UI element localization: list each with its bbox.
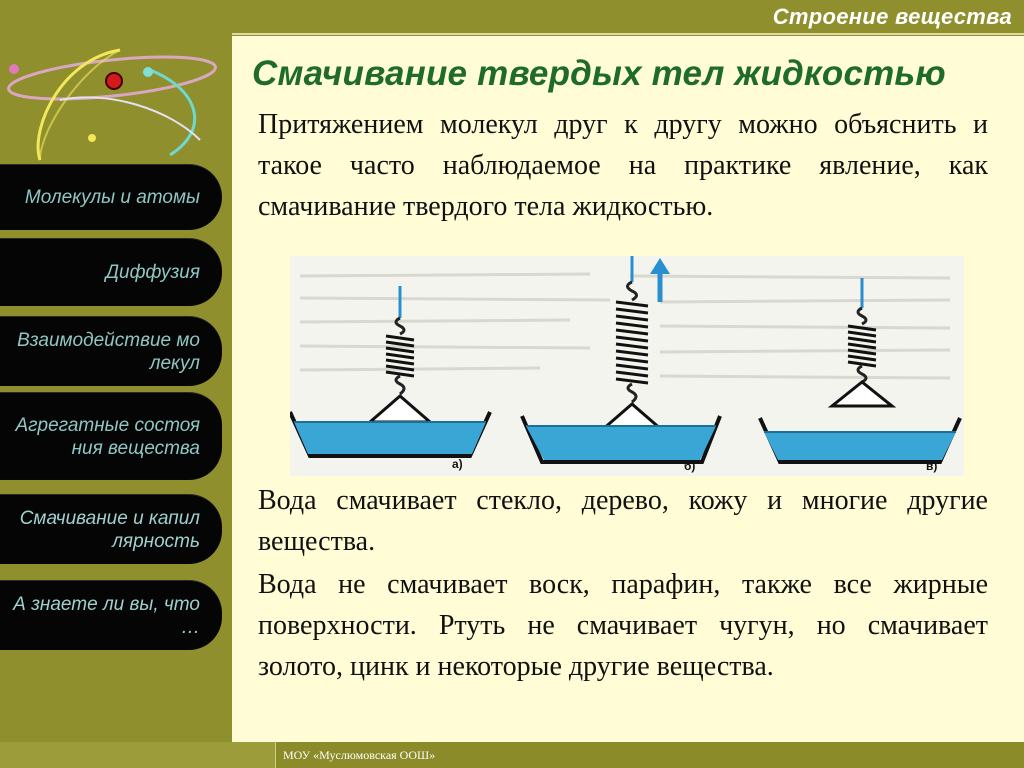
- paragraph-water-does-not-wet: Вода не смачивает воск, парафин, также все жирные поверхности. Ртуть не смачивает чугун, но смачивает золото, цинк и некоторые другие вещества.: [258, 569, 988, 682]
- svg-text:в): в): [926, 459, 938, 473]
- nav-item-did-you-know[interactable]: А знаете ли вы, что …: [0, 580, 222, 650]
- wetting-figure: [290, 256, 964, 476]
- footer-school-name: МОУ «Муслюмовская ООШ»: [283, 748, 436, 762]
- svg-text:а): а): [452, 457, 463, 471]
- slide-content: [232, 36, 1024, 742]
- setup-a-icon: [290, 286, 490, 471]
- arrow-up-icon: [650, 258, 670, 302]
- slide-title: Смачивание твердых тел жидкостью: [252, 54, 946, 93]
- nav-item-diffusion[interactable]: Диффузия: [0, 238, 222, 306]
- nav-item-aggregate-states[interactable]: Агрегатные состояния вещества: [0, 392, 222, 480]
- atom-logo-icon: [0, 20, 232, 170]
- nav-item-molecule-interaction[interactable]: Взаимодействие молекул: [0, 316, 222, 386]
- nav-item-molecules-atoms[interactable]: Молекулы и атомы: [0, 164, 222, 230]
- setup-b-icon: [522, 256, 720, 473]
- header-divider: [232, 33, 1024, 35]
- paragraph-intro: Притяжением молекул друг к другу можно объяснить и такое часто наблюдаемое на практике явление, как смачивание твердого тела жидкостью.: [258, 109, 988, 222]
- paragraph-water-wets: Вода смачивает стекло, дерево, кожу и многие другие вещества.: [258, 485, 988, 557]
- nav-item-wetting-capillarity[interactable]: Смачивание и капиллярность: [0, 494, 222, 564]
- svg-text:б): б): [684, 459, 696, 473]
- section-title: Строение вещества: [772, 4, 1012, 29]
